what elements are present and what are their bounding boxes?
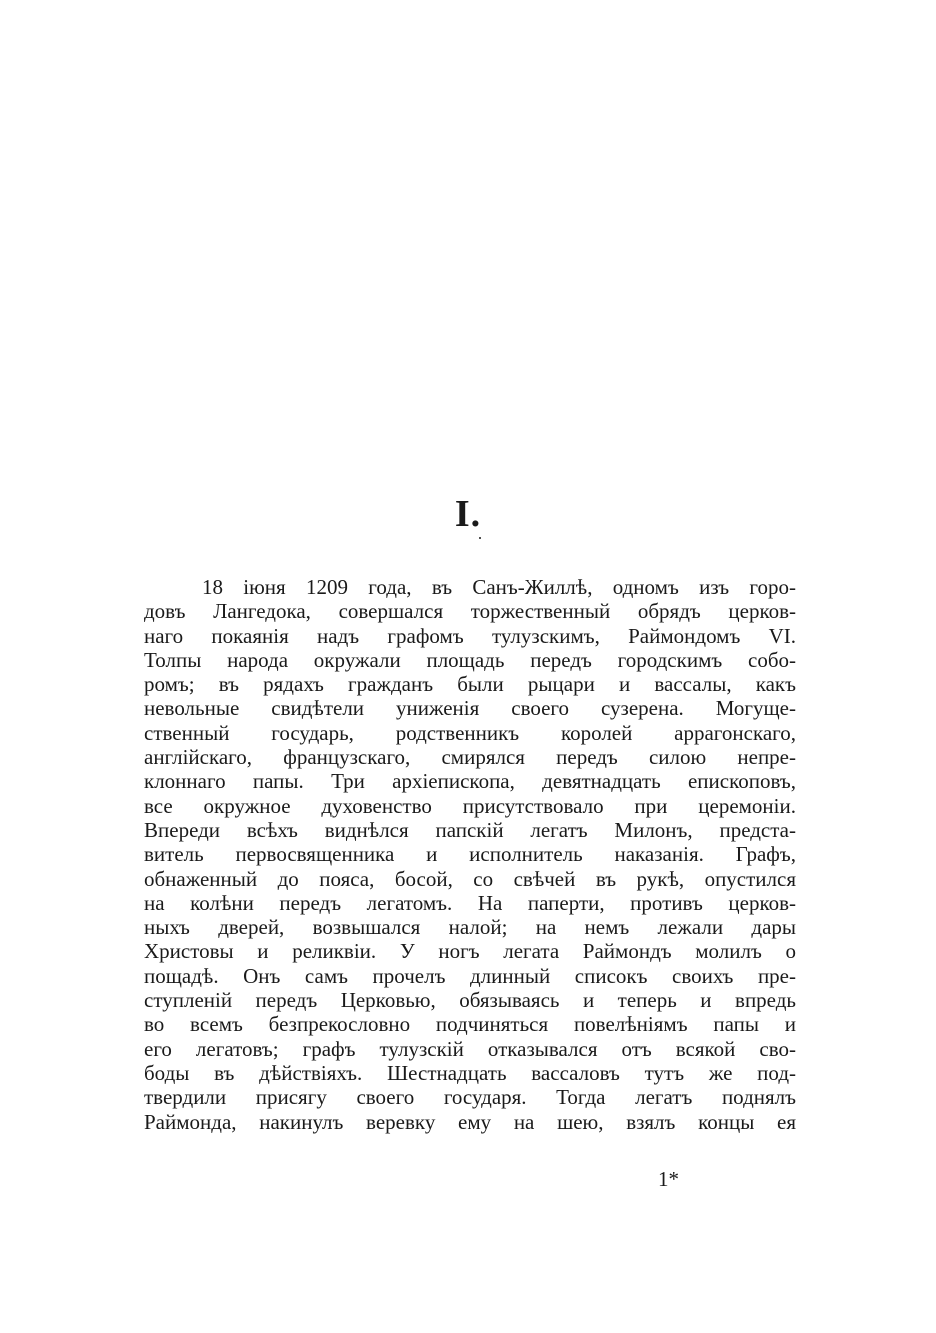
text-line: на колѣни передъ легатомъ. На паперти, противъ церков-	[144, 890, 796, 915]
text-line: ныхъ дверей, возвышался налой; на немъ лежали дары	[144, 915, 796, 940]
text-line: обнаженный до пояса, босой, со свѣчей въ рукѣ, опустился	[144, 866, 796, 891]
chapter-heading: I.	[454, 493, 482, 535]
text-line: Христовы и реликвіи. У ногъ легата Раймондъ молилъ о	[144, 939, 796, 964]
text-line: англійскаго, французскаго, смирялся передъ силою непре-	[144, 745, 796, 770]
text-line: ступленій передъ Церковью, обязываясь и теперь и впредь	[144, 988, 796, 1013]
text-line: Раймонда, накинулъ веревку ему на шею, взялъ концы ея	[144, 1109, 796, 1134]
text-line: ственный государь, родственникъ королей аррагонскаго,	[144, 720, 796, 745]
text-line: во всемъ безпрекословно подчиняться повелѣніямъ папы и	[144, 1012, 796, 1037]
text-line: ромъ; въ рядахъ гражданъ были рыцари и вассалы, какъ	[144, 672, 796, 697]
body-text	[144, 575, 796, 1134]
text-line: витель первосвященника и исполнитель наказанія. Графъ,	[144, 842, 796, 867]
text-line: боды въ дѣйствіяхъ. Шестнадцать вассаловъ тутъ же под-	[144, 1060, 796, 1085]
text-line: все окружное духовенство присутствовало при церемоніи.	[144, 793, 796, 818]
text-line: Впереди всѣхъ виднѣлся папскій легатъ Милонъ, предста-	[144, 817, 796, 842]
text-line: пощадѣ. Онъ самъ прочелъ длинный списокъ своихъ пре-	[144, 963, 796, 988]
text-line: твердили присягу своего государя. Тогда легатъ поднялъ	[144, 1085, 796, 1110]
text-line: довъ Лангедока, совершался торжественный обрядъ церков-	[144, 599, 796, 624]
printer-signature-mark: 1*	[658, 1167, 679, 1191]
heading-dot-mark	[479, 537, 481, 539]
text-line: его легатовъ; графъ тулузскій отказывался отъ всякой сво-	[144, 1036, 796, 1061]
text-line: невольные свидѣтели униженія своего сузерена. Могущe-	[144, 696, 796, 721]
text-line: Толпы народа окружали площадь передъ городскимъ собо-	[144, 647, 796, 672]
text-line: клоннаго папы. Три архіепископа, девятнадцать епископовъ,	[144, 769, 796, 794]
text-line: наго покаянія надъ графомъ тулузскимъ, Раймондомъ VI.	[144, 623, 796, 648]
text-line: 18 іюня 1209 года, въ Санъ-Жиллѣ, одномъ изъ горо-	[202, 575, 796, 599]
